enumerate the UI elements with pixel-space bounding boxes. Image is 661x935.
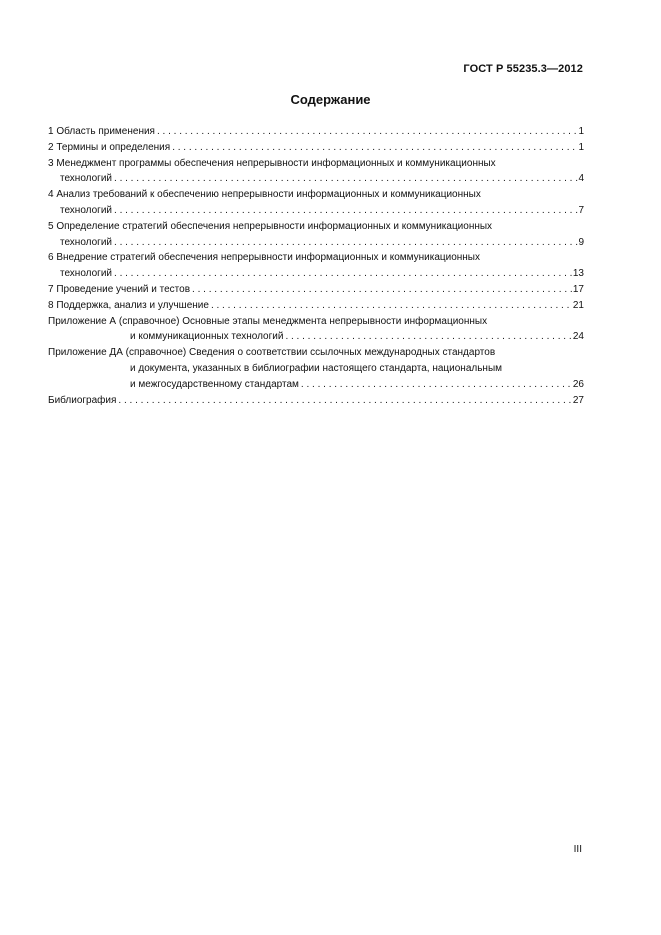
toc-entry-page: 1 — [578, 126, 584, 137]
toc-entry-label-cont: технологий — [60, 173, 113, 185]
toc-entry-label-cont: технологий — [60, 268, 113, 280]
toc-entry-4-cont[interactable] — [48, 203, 584, 219]
toc-entry-page: 21 — [572, 299, 584, 311]
toc-entry-label: Приложение ДА (справочное) Сведения о соответствии ссылочных международных стандартов — [48, 347, 496, 359]
toc-entry-label: 5 Определение стратегий обеспечения непрерывности информационных и коммуникационных — [48, 220, 493, 232]
toc-entry-3-cont[interactable] — [48, 171, 584, 187]
toc-entry-2[interactable] — [48, 140, 584, 156]
dot-leader — [190, 282, 573, 298]
toc-entry-label-cont: и межгосударственному стандартам — [130, 378, 299, 390]
toc-entry-page: 9 — [578, 236, 584, 248]
toc-entry-page: 1 — [578, 141, 584, 153]
toc-entry-label-cont: и коммуникационных технологий — [130, 331, 284, 343]
dot-leader — [112, 171, 578, 187]
toc-entry-label-cont: и документа, указанных в библиографии настоящего стандарта, национальным — [130, 362, 503, 374]
toc-entry-page: 7 — [578, 204, 584, 216]
toc-entry-label: Приложение А (справочное) Основные этапы менеджмента непрерывности информационных — [48, 315, 488, 327]
dot-leader — [112, 266, 573, 282]
table-of-contents — [48, 124, 584, 408]
document-code: ГОСТ Р 55235.3—2012 — [463, 63, 583, 75]
dot-leader — [155, 124, 578, 140]
toc-entry-appendix-a[interactable] — [48, 314, 584, 330]
dot-leader — [170, 140, 578, 156]
toc-entry-label: 7 Проведение учений и тестов — [48, 283, 191, 295]
toc-entry-label: 2 Термины и определения — [48, 141, 171, 153]
dot-leader — [299, 377, 573, 393]
toc-entry-appendix-da-cont-1[interactable] — [48, 361, 584, 377]
toc-entry-label: Библиография — [48, 394, 117, 406]
toc-title: Содержание — [290, 92, 371, 107]
toc-entry-appendix-da[interactable] — [48, 345, 584, 361]
toc-entry-label: 8 Поддержка, анализ и улучшение — [48, 299, 209, 311]
dot-leader — [112, 203, 578, 219]
toc-entry-label: 4 Анализ требований к обеспечению непрерывности информационных и коммуникационных — [48, 189, 481, 201]
dot-leader — [283, 329, 572, 345]
page-number: III — [573, 844, 582, 855]
toc-entry-8[interactable] — [48, 298, 584, 314]
toc-entry-page: 27 — [572, 394, 584, 406]
toc-entry-page: 24 — [572, 331, 584, 343]
toc-entry-label: 1 Область применения — [48, 126, 155, 137]
toc-entry-4[interactable] — [48, 187, 584, 203]
toc-entry-page: 26 — [572, 378, 584, 390]
toc-entry-bibliography[interactable] — [48, 393, 584, 409]
toc-entry-label-cont: технологий — [60, 236, 113, 248]
toc-entry-6-cont[interactable] — [48, 266, 584, 282]
toc-entry-6[interactable] — [48, 250, 584, 266]
toc-entry-7[interactable] — [48, 282, 584, 298]
dot-leader — [116, 393, 572, 409]
toc-entry-appendix-a-cont[interactable] — [48, 329, 584, 345]
toc-entry-label: 3 Менеджмент программы обеспечения непрерывности информационных и коммуникационных — [48, 157, 496, 169]
toc-entry-appendix-da-cont-2[interactable] — [48, 377, 584, 393]
toc-entry-1[interactable] — [48, 124, 584, 140]
toc-entry-page: 4 — [578, 173, 584, 185]
toc-entry-label-cont: технологий — [60, 204, 113, 216]
dot-leader — [112, 235, 578, 251]
toc-entry-page: 17 — [572, 283, 584, 295]
toc-entry-5-cont[interactable] — [48, 235, 584, 251]
toc-entry-5[interactable] — [48, 219, 584, 235]
toc-entry-label: 6 Внедрение стратегий обеспечения непрерывности информационных и коммуникационных — [48, 252, 480, 264]
toc-entry-3[interactable] — [48, 156, 584, 172]
toc-entry-page: 13 — [572, 268, 584, 280]
dot-leader — [209, 298, 573, 314]
